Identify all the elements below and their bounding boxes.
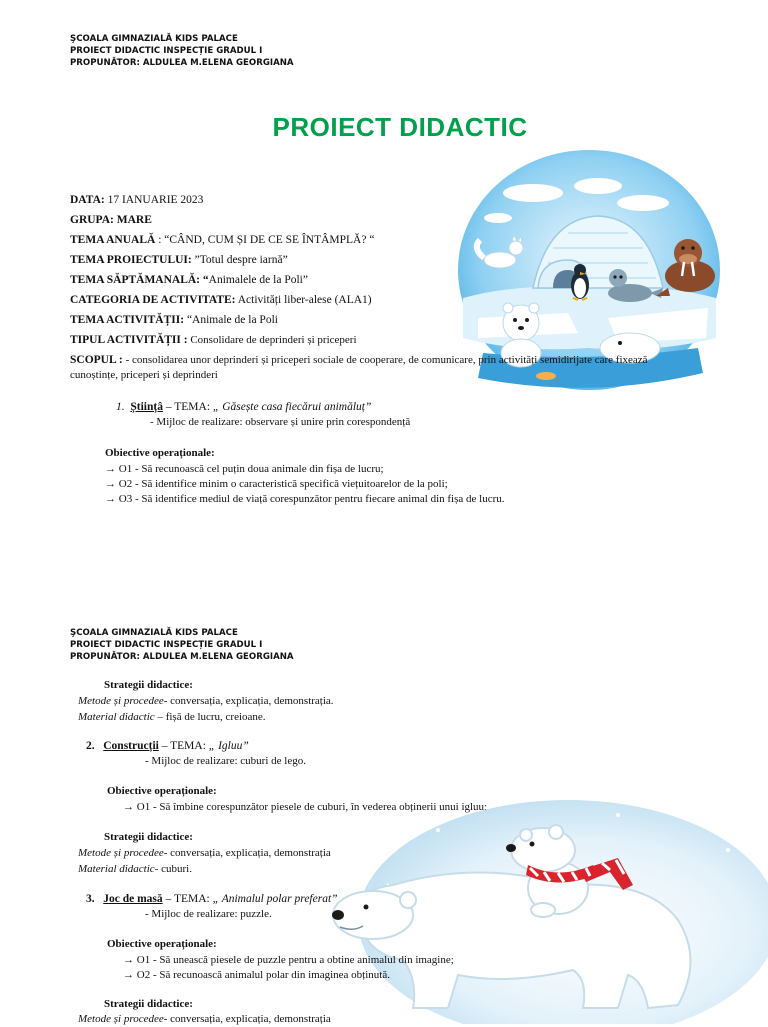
activity-type-line <box>70 333 357 348</box>
strategies-1-methods <box>78 694 334 709</box>
methods-value: - conversația, explicația, demonstrația. <box>163 695 334 707</box>
polar-bears-illustration <box>318 790 768 1024</box>
strategies-3-methods <box>78 1012 331 1027</box>
section-3-heading <box>86 892 338 907</box>
material-value: - cuburi. <box>154 863 192 875</box>
activity-theme-value: “Animale de la Poli <box>184 314 278 326</box>
page-title: PROIECT DIDACTIC <box>272 112 528 142</box>
strategies-2-methods <box>78 846 331 861</box>
weekly-theme-value: Animalele de la Poli” <box>208 274 308 286</box>
page-header-2 <box>70 627 294 663</box>
section-3-means: - Mijloc de realizare: puzzle. <box>145 908 272 920</box>
author-name: PROPUNĂTOR: ALDULEA M.ELENA GEORGIANA <box>70 652 294 662</box>
strategies-2-material <box>78 862 192 877</box>
strategies-2-title: Strategii didactice: <box>104 831 193 843</box>
group-label: GRUPA: <box>70 214 114 226</box>
methods-value: - conversația, explicația, demonstrația <box>163 847 331 859</box>
methods-label: Metode și procedee <box>78 847 164 859</box>
strategies-3-title: Strategii didactice: <box>104 998 193 1010</box>
section-3-theme-prefix: – TEMA: <box>162 893 213 905</box>
section-3-theme: „ Animalul polar preferat” <box>212 893 338 905</box>
category-line <box>70 293 372 308</box>
group-line <box>70 213 152 228</box>
material-label: Material didactic <box>78 863 155 875</box>
project-theme-label: TEMA PROIECTULUI: <box>70 254 192 266</box>
activity-theme-label: TEMA ACTIVITĂȚII: <box>70 314 185 326</box>
section-3-objective-1: → O1 - Să unească piesele de puzzle pentru a obtine animalul din imagine; <box>123 954 454 966</box>
methods-value: - conversația, explicația, demonstrația <box>163 1013 331 1025</box>
activity-type-label: TIPUL ACTIVITĂȚII : <box>70 334 188 346</box>
group-value: MARE <box>113 214 152 226</box>
date-label: DATA: <box>70 194 105 206</box>
purpose-continuation: cunoștințe, priceperi și deprinderi <box>70 369 218 381</box>
annual-theme-value: : “CÂND, CUM ȘI DE CE SE ÎNTÂMPLĂ? “ <box>155 234 375 246</box>
section-1-name: Științâ <box>130 401 163 413</box>
school-name: ŞCOALA GIMNAZIALĂ KIDS PALACE <box>70 34 238 44</box>
project-name: PROIECT DIDACTIC INSPECȚIE GRADUL I <box>70 46 263 56</box>
section-2-name: Construcții <box>103 740 159 752</box>
project-theme-line <box>70 253 288 268</box>
section-1-means: - Mijloc de realizare: observare și unire prin corespondență <box>150 416 411 428</box>
section-1-objective-1: → O1 - Să recunoască cel puțin doua animale din fișa de lucru; <box>105 463 384 475</box>
section-2-theme-prefix: – TEMA: <box>158 740 209 752</box>
section-2-theme: „ Igluu” <box>208 740 249 752</box>
material-label: Material didactic <box>78 711 155 723</box>
strategies-1-material <box>78 710 266 725</box>
material-value: – fișă de lucru, creioane. <box>154 711 266 723</box>
section-3-number: 3. <box>86 893 95 905</box>
annual-theme-line <box>70 233 374 248</box>
section-2-number: 2. <box>86 740 95 752</box>
strategies-1-title: Strategii didactice: <box>104 679 193 691</box>
project-name: PROIECT DIDACTIC INSPECȚIE GRADUL I <box>70 640 263 650</box>
section-2-objectives-title: Obiective operaționale: <box>107 785 217 797</box>
date-value: 17 IANUARIE 2023 <box>104 194 204 206</box>
category-label: CATEGORIA DE ACTIVITATE: <box>70 294 236 306</box>
section-1-objectives-title: Obiective operaționale: <box>105 447 215 459</box>
activity-type-value: Consolidare de deprinderi și priceperi <box>187 334 357 346</box>
purpose-line <box>70 353 648 368</box>
category-value: Activități liber-alese (ALA1) <box>235 294 372 306</box>
section-2-heading <box>86 739 249 754</box>
section-1-number: 1. <box>116 401 125 413</box>
school-name: ŞCOALA GIMNAZIALĂ KIDS PALACE <box>70 628 238 638</box>
section-3-name: Joc de masă <box>103 893 163 905</box>
date-line <box>70 193 203 208</box>
page-header <box>70 33 294 69</box>
section-3-objective-2: → O2 - Să recunoască animalul polar din imaginea obținută. <box>123 969 390 981</box>
purpose-value: - consolidarea unor deprinderi și priceperi sociale de cooperare, de comunicare, prin activități semidirijate care fixează <box>125 354 648 366</box>
activity-theme-line <box>70 313 278 328</box>
methods-label: Metode și procedee <box>78 695 164 707</box>
section-1-objective-3: → O3 - Să identifice mediul de viață corespunzător pentru fiecare animal din fișa de lucru. <box>105 493 505 505</box>
methods-label: Metode și procedee <box>78 1013 164 1025</box>
project-theme-value: ”Totul despre iarnă” <box>191 254 288 266</box>
section-3-objectives-title: Obiective operaționale: <box>107 938 217 950</box>
section-2-objective-1: → O1 - Să îmbine corespunzător piesele de cuburi, în vederea obținerii unui igluu; <box>123 801 488 813</box>
author-name: PROPUNĂTOR: ALDULEA M.ELENA GEORGIANA <box>70 58 294 68</box>
section-1-objective-2: → O2 - Să identifice minim o caracteristică specifică viețuitoarelor de la poli; <box>105 478 448 490</box>
section-1-theme: „ Găsește casa fiecărui animăluț” <box>212 401 372 413</box>
weekly-theme-line <box>70 273 308 288</box>
purpose-label: SCOPUL : <box>70 354 126 366</box>
annual-theme-label: TEMA ANUALĂ <box>70 234 156 246</box>
section-2-means: - Mijloc de realizare: cuburi de lego. <box>145 755 306 767</box>
weekly-theme-label: TEMA SĂPTĂMANALĂ: “ <box>70 274 209 286</box>
section-1-heading <box>116 400 371 415</box>
section-1-theme-prefix: – TEMA: <box>162 401 213 413</box>
